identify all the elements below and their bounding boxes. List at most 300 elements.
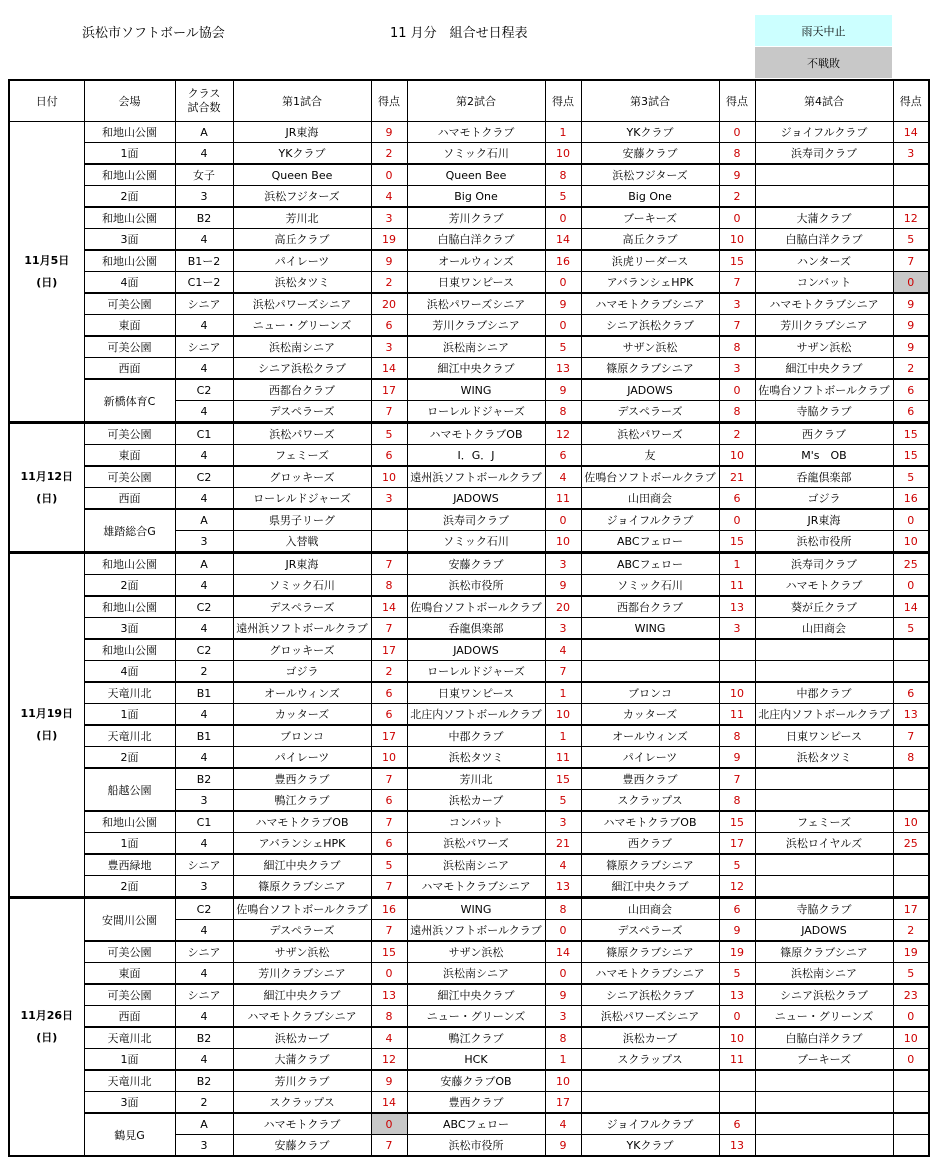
score-cell: 17: [371, 639, 407, 661]
team-cell: ハマモトクラブ: [407, 122, 545, 143]
col-score2: 得点: [545, 80, 581, 122]
team-cell: JR東海: [755, 509, 893, 531]
score-cell: 19: [719, 941, 755, 963]
score-cell: 0: [545, 315, 581, 337]
score-cell: 3: [545, 1006, 581, 1028]
score-cell: 17: [719, 833, 755, 855]
table-row: [9, 423, 929, 445]
score-cell: 9: [545, 575, 581, 597]
class-cell: B2: [175, 207, 233, 229]
score-cell: 15: [719, 811, 755, 833]
score-cell: 10: [893, 811, 929, 833]
score-cell: 3: [371, 488, 407, 510]
class-cell: B1: [175, 682, 233, 704]
score-cell: 4: [545, 639, 581, 661]
team-cell: 浜松フジターズ: [233, 186, 371, 208]
team-cell: 芳川クラブ: [233, 1070, 371, 1092]
score-cell: 10: [371, 747, 407, 769]
team-cell: ジョイフルクラブ: [755, 122, 893, 143]
col-score1: 得点: [371, 80, 407, 122]
score-cell: 15: [545, 768, 581, 790]
score-cell: 7: [371, 811, 407, 833]
team-cell: 佐鳴台ソフトボールクラブ: [407, 596, 545, 618]
score-cell: 17: [371, 379, 407, 401]
class-cell: 4: [175, 488, 233, 510]
col-games-label: 試合数: [187, 101, 221, 114]
score-cell: 10: [719, 682, 755, 704]
score-cell: 10: [545, 1070, 581, 1092]
col-class: [175, 80, 233, 122]
team-cell: 浜松パワーズ: [581, 423, 719, 445]
team-cell: デスペラーズ: [581, 920, 719, 942]
team-cell: ハマモトクラブOB: [233, 811, 371, 833]
class-cell: 4: [175, 229, 233, 251]
team-cell: ニュー・グリーンズ: [755, 1006, 893, 1028]
team-cell: ハマモトクラブシニア: [581, 293, 719, 315]
team-cell: 遠州浜ソフトボールクラブ: [407, 920, 545, 942]
class-cell: B2: [175, 1070, 233, 1092]
score-cell: 4: [371, 1027, 407, 1049]
team-cell: オールウィンズ: [233, 682, 371, 704]
score-cell: 9: [545, 293, 581, 315]
team-cell: WING: [407, 898, 545, 920]
team-cell: 県男子リーグ: [233, 509, 371, 531]
team-cell: ソミック石川: [407, 143, 545, 165]
venue-cell: 可美公園: [84, 423, 175, 445]
team-cell: JR東海: [233, 122, 371, 143]
class-cell: 3: [175, 1135, 233, 1157]
table-row: [9, 898, 929, 920]
venue-cell: 和地山公園: [84, 811, 175, 833]
team-cell: スクラップス: [581, 790, 719, 812]
team-cell: 浜寿司クラブ: [407, 509, 545, 531]
venue-cell: 和地山公園: [84, 164, 175, 186]
class-cell: C2: [175, 596, 233, 618]
score-cell: 6: [893, 401, 929, 423]
col-game2: 第2試合: [407, 80, 545, 122]
team-cell: ABCフェロー: [581, 531, 719, 553]
score-cell: 3: [719, 618, 755, 640]
team-cell: 佐鳴台ソフトボールクラブ: [233, 898, 371, 920]
score-cell: 14: [893, 122, 929, 143]
score-cell: 12: [545, 423, 581, 445]
col-game3: 第3試合: [581, 80, 719, 122]
table-row: [9, 229, 929, 251]
score-cell: [893, 661, 929, 683]
score-cell: 12: [719, 876, 755, 898]
date-label: 11月12日: [20, 469, 74, 483]
score-cell: 16: [371, 898, 407, 920]
col-date: 日付: [9, 80, 84, 122]
class-cell: 女子: [175, 164, 233, 186]
team-cell: ハマモトクラブ: [755, 575, 893, 597]
team-cell: 浜寿司クラブ: [755, 143, 893, 165]
score-cell: 0: [893, 509, 929, 531]
score-cell: 11: [719, 704, 755, 726]
team-cell: [755, 876, 893, 898]
team-cell: スクラップス: [581, 1049, 719, 1071]
score-cell: 10: [893, 1027, 929, 1049]
team-cell: ソミック石川: [407, 531, 545, 553]
team-cell: コンバット: [407, 811, 545, 833]
team-cell: 浜松カーブ: [233, 1027, 371, 1049]
team-cell: デスペラーズ: [233, 596, 371, 618]
team-cell: 西クラブ: [581, 833, 719, 855]
team-cell: サザン浜松: [581, 336, 719, 358]
score-cell: 13: [545, 358, 581, 380]
team-cell: 篠原クラブシニア: [581, 358, 719, 380]
score-cell: 6: [719, 488, 755, 510]
team-cell: 西クラブ: [755, 423, 893, 445]
score-cell: 8: [545, 1027, 581, 1049]
score-cell: 0: [719, 1006, 755, 1028]
team-cell: ハマモトクラブシニア: [407, 876, 545, 898]
venue-cell: 天竜川北: [84, 1027, 175, 1049]
score-cell: 23: [893, 984, 929, 1006]
header-row: [9, 80, 929, 122]
score-cell: [893, 876, 929, 898]
date-label: 11月19日: [20, 707, 74, 720]
class-cell: 4: [175, 315, 233, 337]
col-game4: 第4試合: [755, 80, 893, 122]
score-cell: 5: [371, 423, 407, 445]
class-cell: 4: [175, 575, 233, 597]
team-cell: 豊西クラブ: [581, 768, 719, 790]
venue-cell: 和地山公園: [84, 553, 175, 575]
class-cell: シニア: [175, 336, 233, 358]
class-cell: 3: [175, 876, 233, 898]
score-cell: [371, 531, 407, 553]
team-cell: 白脇白洋クラブ: [755, 229, 893, 251]
score-cell: 0: [371, 164, 407, 186]
venue-cell: 豊西緑地: [84, 854, 175, 876]
score-cell: 25: [893, 553, 929, 575]
score-cell: 1: [545, 122, 581, 143]
score-cell: 8: [719, 790, 755, 812]
score-cell: 14: [893, 596, 929, 618]
date-label: 11月5日: [24, 253, 70, 267]
class-cell: 4: [175, 963, 233, 985]
team-cell: [755, 164, 893, 186]
venue-cell: 東面: [84, 445, 175, 467]
score-cell: [893, 639, 929, 661]
venue-cell: 1面: [84, 704, 175, 726]
score-cell: [893, 790, 929, 812]
class-cell: 4: [175, 401, 233, 423]
team-cell: ABCフェロー: [407, 1113, 545, 1135]
score-cell: 11: [545, 747, 581, 769]
team-cell: パイレーツ: [233, 250, 371, 272]
table-row: [9, 336, 929, 358]
class-cell: 4: [175, 143, 233, 165]
score-cell: 6: [371, 704, 407, 726]
class-cell: C2: [175, 639, 233, 661]
class-cell: シニア: [175, 854, 233, 876]
team-cell: Queen Bee: [407, 164, 545, 186]
team-cell: [581, 661, 719, 683]
class-cell: 4: [175, 1006, 233, 1028]
venue-cell: 安間川公園: [84, 898, 175, 942]
score-cell: 20: [545, 596, 581, 618]
score-cell: 13: [719, 984, 755, 1006]
team-cell: 西都台クラブ: [233, 379, 371, 401]
team-cell: 芳川北: [407, 768, 545, 790]
class-cell: B2: [175, 768, 233, 790]
team-cell: ニュー・グリーンズ: [233, 315, 371, 337]
day-label: (日): [36, 1031, 58, 1044]
team-cell: 佐鳴台ソフトボールクラブ: [755, 379, 893, 401]
score-cell: 6: [371, 682, 407, 704]
venue-cell: 可美公園: [84, 293, 175, 315]
class-cell: 4: [175, 445, 233, 467]
team-cell: 山田商会: [581, 898, 719, 920]
team-cell: グロッキーズ: [233, 466, 371, 488]
team-cell: 篠原クラブシニア: [755, 941, 893, 963]
team-cell: 豊西クラブ: [233, 768, 371, 790]
table-row: [9, 358, 929, 380]
score-cell: 0: [719, 122, 755, 143]
score-cell: 10: [893, 531, 929, 553]
score-cell: 0: [545, 509, 581, 531]
class-cell: C2: [175, 898, 233, 920]
score-cell: 5: [719, 963, 755, 985]
score-cell: 0: [545, 207, 581, 229]
team-cell: デスペラーズ: [233, 920, 371, 942]
date-cell: [9, 122, 84, 423]
team-cell: グロッキーズ: [233, 639, 371, 661]
score-cell: 0: [719, 207, 755, 229]
score-cell: 12: [893, 207, 929, 229]
class-cell: 2: [175, 661, 233, 683]
table-row: [9, 1049, 929, 1071]
team-cell: 浜松タツミ: [407, 747, 545, 769]
team-cell: 大蒲クラブ: [755, 207, 893, 229]
team-cell: [581, 1070, 719, 1092]
score-cell: 7: [371, 401, 407, 423]
venue-cell: 1面: [84, 1049, 175, 1071]
org-name: 浜松市ソフトボール協会: [82, 26, 225, 41]
score-cell: 3: [545, 618, 581, 640]
team-cell: JADOWS: [407, 639, 545, 661]
venue-cell: 和地山公園: [84, 639, 175, 661]
team-cell: 豊西クラブ: [407, 1092, 545, 1114]
score-cell: 6: [371, 315, 407, 337]
score-cell: 0: [545, 920, 581, 942]
table-row: [9, 768, 929, 790]
score-cell: 9: [371, 122, 407, 143]
score-cell: 20: [371, 293, 407, 315]
score-cell: 8: [545, 401, 581, 423]
team-cell: 鴨江クラブ: [407, 1027, 545, 1049]
team-cell: シニア浜松クラブ: [581, 315, 719, 337]
team-cell: ニュー・グリーンズ: [407, 1006, 545, 1028]
score-cell: 11: [545, 488, 581, 510]
venue-cell: 天竜川北: [84, 682, 175, 704]
team-cell: YKクラブ: [581, 122, 719, 143]
table-row: [9, 876, 929, 898]
score-cell: 7: [371, 1135, 407, 1157]
team-cell: 芳川クラブシニア: [407, 315, 545, 337]
score-cell: [893, 768, 929, 790]
team-cell: 友: [581, 445, 719, 467]
venue-cell: 可美公園: [84, 941, 175, 963]
venue-cell: 可美公園: [84, 336, 175, 358]
score-cell: 6: [893, 379, 929, 401]
col-game1: 第1試合: [233, 80, 371, 122]
score-cell: 0: [893, 575, 929, 597]
score-cell: 2: [893, 358, 929, 380]
table-row: [9, 186, 929, 208]
score-cell: 9: [893, 315, 929, 337]
score-cell: 3: [893, 143, 929, 165]
venue-cell: 1面: [84, 143, 175, 165]
team-cell: 浜松パワーズ: [233, 423, 371, 445]
date-cell: [9, 423, 84, 553]
score-cell: 7: [719, 272, 755, 294]
score-cell: 3: [545, 553, 581, 575]
table-row: [9, 1027, 929, 1049]
score-cell: 9: [545, 379, 581, 401]
score-cell: 5: [545, 336, 581, 358]
score-cell: 7: [371, 876, 407, 898]
score-cell: 9: [371, 1070, 407, 1092]
table-row: [9, 682, 929, 704]
score-cell: 19: [893, 941, 929, 963]
col-score4: 得点: [893, 80, 929, 122]
team-cell: 葵が丘クラブ: [755, 596, 893, 618]
team-cell: 大蒲クラブ: [233, 1049, 371, 1071]
team-cell: 浜松カーブ: [581, 1027, 719, 1049]
team-cell: Big One: [581, 186, 719, 208]
team-cell: [755, 768, 893, 790]
team-cell: 安藤クラブ: [233, 1135, 371, 1157]
team-cell: ハマモトクラブシニア: [233, 1006, 371, 1028]
team-cell: 浜虎リーダース: [581, 250, 719, 272]
team-cell: 浜松南シニア: [755, 963, 893, 985]
score-cell: [371, 509, 407, 531]
team-cell: YKクラブ: [581, 1135, 719, 1157]
score-cell: 16: [545, 250, 581, 272]
score-cell: 1: [719, 553, 755, 575]
class-cell: C2: [175, 379, 233, 401]
team-cell: カッターズ: [233, 704, 371, 726]
team-cell: [755, 639, 893, 661]
table-row: [9, 704, 929, 726]
score-cell: 9: [893, 293, 929, 315]
score-cell: 15: [371, 941, 407, 963]
day-label: (日): [36, 491, 58, 505]
day-label: (日): [36, 729, 58, 742]
score-cell: 6: [371, 833, 407, 855]
venue-cell: 天竜川北: [84, 725, 175, 747]
score-cell: 9: [545, 984, 581, 1006]
table-row: [9, 575, 929, 597]
team-cell: 日東ワンピース: [755, 725, 893, 747]
team-cell: シニア浜松クラブ: [581, 984, 719, 1006]
table-row: [9, 379, 929, 401]
score-cell: 6: [371, 445, 407, 467]
score-cell: 8: [719, 143, 755, 165]
score-cell: 8: [893, 747, 929, 769]
col-venue: 会場: [84, 80, 175, 122]
score-cell: 7: [371, 553, 407, 575]
class-cell: 4: [175, 618, 233, 640]
score-cell: [719, 1092, 755, 1114]
team-cell: ハマモトクラブ: [233, 1113, 371, 1135]
venue-cell: 2面: [84, 747, 175, 769]
team-cell: 細江中央クラブ: [233, 854, 371, 876]
team-cell: 細江中央クラブ: [581, 876, 719, 898]
team-cell: 日東ワンピース: [407, 272, 545, 294]
table-row: [9, 164, 929, 186]
date-label: 11月26日: [20, 1009, 74, 1022]
score-cell: 8: [545, 898, 581, 920]
team-cell: YKクラブ: [233, 143, 371, 165]
team-cell: Queen Bee: [233, 164, 371, 186]
team-cell: 佐鳴台ソフトボールクラブ: [581, 466, 719, 488]
team-cell: コンバット: [755, 272, 893, 294]
score-cell: 1: [545, 725, 581, 747]
venue-cell: 鶴見G: [84, 1113, 175, 1156]
team-cell: ハマモトクラブシニア: [755, 293, 893, 315]
team-cell: 寺脇クラブ: [755, 898, 893, 920]
score-cell: 2: [719, 186, 755, 208]
score-cell: 1: [545, 1049, 581, 1071]
score-cell: 3: [719, 293, 755, 315]
class-cell: 4: [175, 704, 233, 726]
score-cell: 3: [371, 336, 407, 358]
table-row: [9, 509, 929, 531]
team-cell: フェミーズ: [233, 445, 371, 467]
team-cell: パイレーツ: [581, 747, 719, 769]
team-cell: 遠州浜ソフトボールクラブ: [407, 466, 545, 488]
team-cell: ソミック石川: [581, 575, 719, 597]
venue-cell: 1面: [84, 833, 175, 855]
team-cell: [581, 639, 719, 661]
score-cell: 25: [893, 833, 929, 855]
score-cell: 9: [371, 250, 407, 272]
score-cell: 10: [719, 229, 755, 251]
team-cell: ブーキーズ: [755, 1049, 893, 1071]
table-row: [9, 445, 929, 467]
team-cell: 浜松市役所: [407, 1135, 545, 1157]
score-cell: 15: [893, 423, 929, 445]
table-row: [9, 1070, 929, 1092]
team-cell: 芳川クラブ: [407, 207, 545, 229]
score-cell: 9: [719, 747, 755, 769]
score-cell: 13: [545, 876, 581, 898]
class-cell: A: [175, 509, 233, 531]
score-cell: 16: [893, 488, 929, 510]
team-cell: 芳川北: [233, 207, 371, 229]
team-cell: 遠州浜ソフトボールクラブ: [233, 618, 371, 640]
team-cell: ゴジラ: [233, 661, 371, 683]
team-cell: 浜松南シニア: [407, 854, 545, 876]
table-row: [9, 984, 929, 1006]
score-cell: 0: [545, 963, 581, 985]
venue-cell: 4面: [84, 272, 175, 294]
team-cell: HCK: [407, 1049, 545, 1071]
score-cell: 0: [893, 1006, 929, 1028]
class-cell: C1: [175, 423, 233, 445]
score-cell: 6: [371, 790, 407, 812]
score-cell: 17: [371, 725, 407, 747]
venue-cell: 4面: [84, 661, 175, 683]
score-cell: 14: [371, 1092, 407, 1114]
table-row: [9, 661, 929, 683]
class-cell: A: [175, 553, 233, 575]
team-cell: 入替戦: [233, 531, 371, 553]
